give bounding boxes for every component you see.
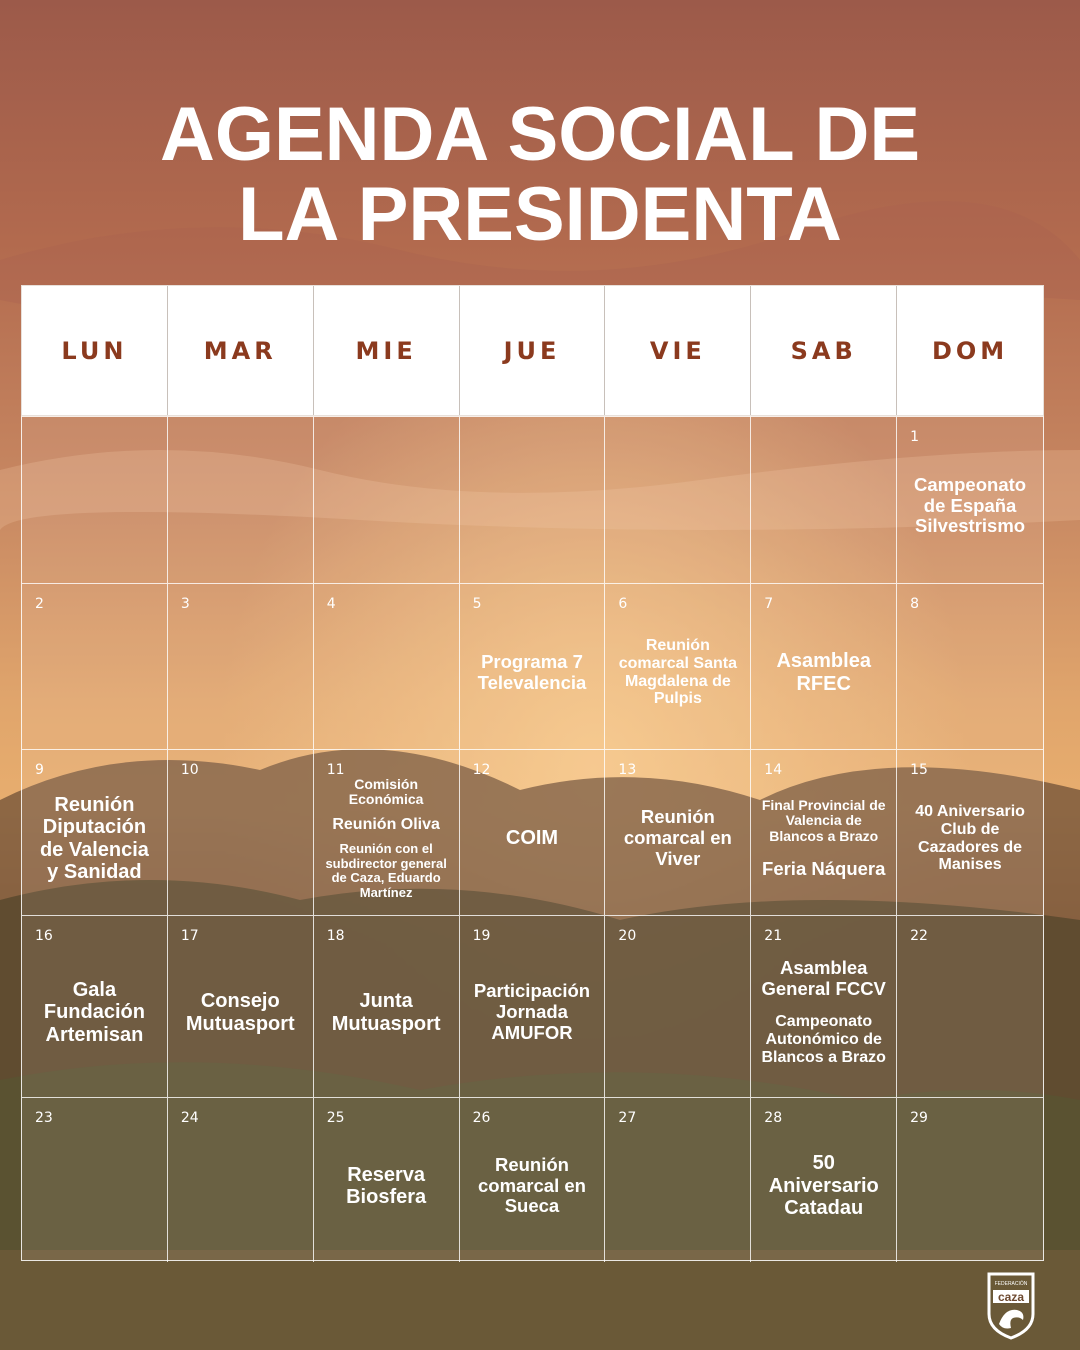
- day-number: 18: [326, 928, 345, 944]
- calendar-grid: [21, 416, 1044, 1261]
- calendar-day-cell: [168, 916, 314, 1098]
- event-label: Comisión Económica: [348, 775, 424, 808]
- event-label: Reunión comarcal en Sueca: [477, 1153, 586, 1217]
- logo-name: caza: [997, 1290, 1025, 1304]
- page-title-line-1: AGENDA SOCIAL DE: [159, 92, 921, 177]
- day-number: 28: [764, 1110, 783, 1126]
- event-label: 50 Aniversario Catadau: [768, 1152, 879, 1220]
- day-number: 27: [618, 1110, 637, 1126]
- calendar-day-cell: [751, 417, 897, 584]
- event-label: Junta Mutuasport: [331, 990, 441, 1035]
- day-number: 22: [910, 928, 928, 944]
- event-label: Reunión comarcal Santa Magdalena de Pulpis: [618, 636, 737, 708]
- day-number: 1: [910, 429, 920, 445]
- calendar-day-cell: [605, 1098, 751, 1262]
- day-number: 23: [35, 1110, 53, 1126]
- event-label: Reunión con el subdirector general de Caza, Eduardo Martínez: [325, 841, 447, 900]
- calendar-day-cell: [460, 750, 606, 916]
- calendar-day-cell: [605, 916, 751, 1098]
- calendar-day-cell: [605, 750, 751, 916]
- calendar-day-cell: [751, 916, 897, 1098]
- weekday-header: MAR: [168, 286, 314, 415]
- day-number: 13: [618, 762, 637, 778]
- day-number: 3: [180, 596, 190, 612]
- weekday-header: SAB: [751, 286, 897, 415]
- calendar-day-cell: [314, 750, 460, 916]
- calendar-day-cell: [897, 417, 1043, 584]
- event-label: Consejo Mutuasport: [185, 990, 295, 1035]
- day-number: 15: [910, 762, 928, 778]
- calendar-day-cell: [314, 417, 460, 584]
- page-title-line-2: LA PRESIDENTA: [238, 172, 842, 257]
- calendar-day-cell: [751, 750, 897, 916]
- day-number: 29: [910, 1110, 928, 1126]
- event-label: 40 Aniversario Club de Cazadores de Manises: [915, 802, 1025, 874]
- calendar-day-cell: [22, 1098, 168, 1262]
- day-number: 2: [35, 596, 44, 612]
- federacion-caza-logo: [985, 1270, 1037, 1340]
- weekday-header: DOM: [897, 286, 1043, 415]
- event-label: Campeonato de España Silvestrismo: [914, 473, 1027, 537]
- day-number: 21: [764, 928, 783, 944]
- day-number: 17: [180, 928, 199, 944]
- day-number: 19: [472, 928, 491, 944]
- event-label: Gala Fundación Artemisan: [43, 978, 145, 1046]
- day-number: 8: [910, 596, 920, 612]
- calendar-day-cell: [22, 750, 168, 916]
- calendar-day-cell: [897, 916, 1043, 1098]
- weekday-header: JUE: [460, 286, 606, 415]
- event-label: Reserva Biosfera: [346, 1163, 427, 1208]
- day-number: 11: [326, 762, 345, 778]
- day-number: 4: [326, 596, 336, 612]
- event-label: COIM: [505, 827, 559, 850]
- day-number: 16: [35, 928, 53, 944]
- day-number: 20: [618, 928, 637, 944]
- calendar-day-cell: [897, 750, 1043, 916]
- calendar-day-cell: [460, 916, 606, 1098]
- event-label: Reunión Oliva: [332, 816, 440, 834]
- day-number: 24: [180, 1110, 199, 1126]
- day-number: 5: [472, 596, 482, 612]
- calendar-day-cell: [22, 417, 168, 584]
- event-label: Participación Jornada AMUFOR: [473, 980, 591, 1043]
- calendar-day-cell: [751, 584, 897, 750]
- day-number: 14: [764, 762, 783, 778]
- event-label: Feria Náquera: [762, 857, 886, 879]
- calendar-day-cell: [314, 584, 460, 750]
- event-label: Asamblea General FCCV: [761, 956, 886, 999]
- event-label: Reunión Diputación de Valencia y Sanidad: [39, 793, 149, 883]
- calendar-day-cell: [751, 1098, 897, 1262]
- logo-top-text: FEDERACIÓN: [994, 1281, 1028, 1287]
- calendar-day-cell: [460, 417, 606, 584]
- event-label: Campeonato Autonómico de Blancos a Brazo: [761, 1013, 886, 1067]
- weekday-header: VIE: [605, 286, 751, 415]
- event-label: Programa 7 Televalencia: [477, 650, 587, 693]
- weekday-header: MIE: [314, 286, 460, 415]
- weekday-header-row: [21, 285, 1044, 416]
- day-number: 12: [472, 762, 491, 778]
- calendar-day-cell: [314, 1098, 460, 1262]
- event-label: Final Provincial de Valencia de Blancos a Brazo: [761, 796, 886, 844]
- calendar-day-cell: [22, 584, 168, 750]
- event-label: Reunión comarcal en Viver: [623, 806, 732, 869]
- calendar-day-cell: [168, 1098, 314, 1262]
- event-label: Asamblea RFEC: [776, 650, 871, 695]
- calendar-day-cell: [22, 916, 168, 1098]
- day-number: 25: [326, 1110, 345, 1126]
- calendar-day-cell: [460, 1098, 606, 1262]
- calendar-day-cell: [314, 916, 460, 1098]
- calendar-day-cell: [460, 584, 606, 750]
- day-number: 7: [764, 596, 774, 612]
- calendar-day-cell: [605, 417, 751, 584]
- calendar-day-cell: [168, 417, 314, 584]
- day-number: 9: [35, 762, 44, 778]
- day-number: 26: [472, 1110, 491, 1126]
- calendar-day-cell: [168, 750, 314, 916]
- day-number: 10: [180, 762, 199, 778]
- day-number: 6: [618, 596, 628, 612]
- calendar-day-cell: [897, 584, 1043, 750]
- calendar-day-cell: [897, 1098, 1043, 1262]
- calendar-day-cell: [168, 584, 314, 750]
- calendar-day-cell: [605, 584, 751, 750]
- weekday-header: LUN: [22, 286, 168, 415]
